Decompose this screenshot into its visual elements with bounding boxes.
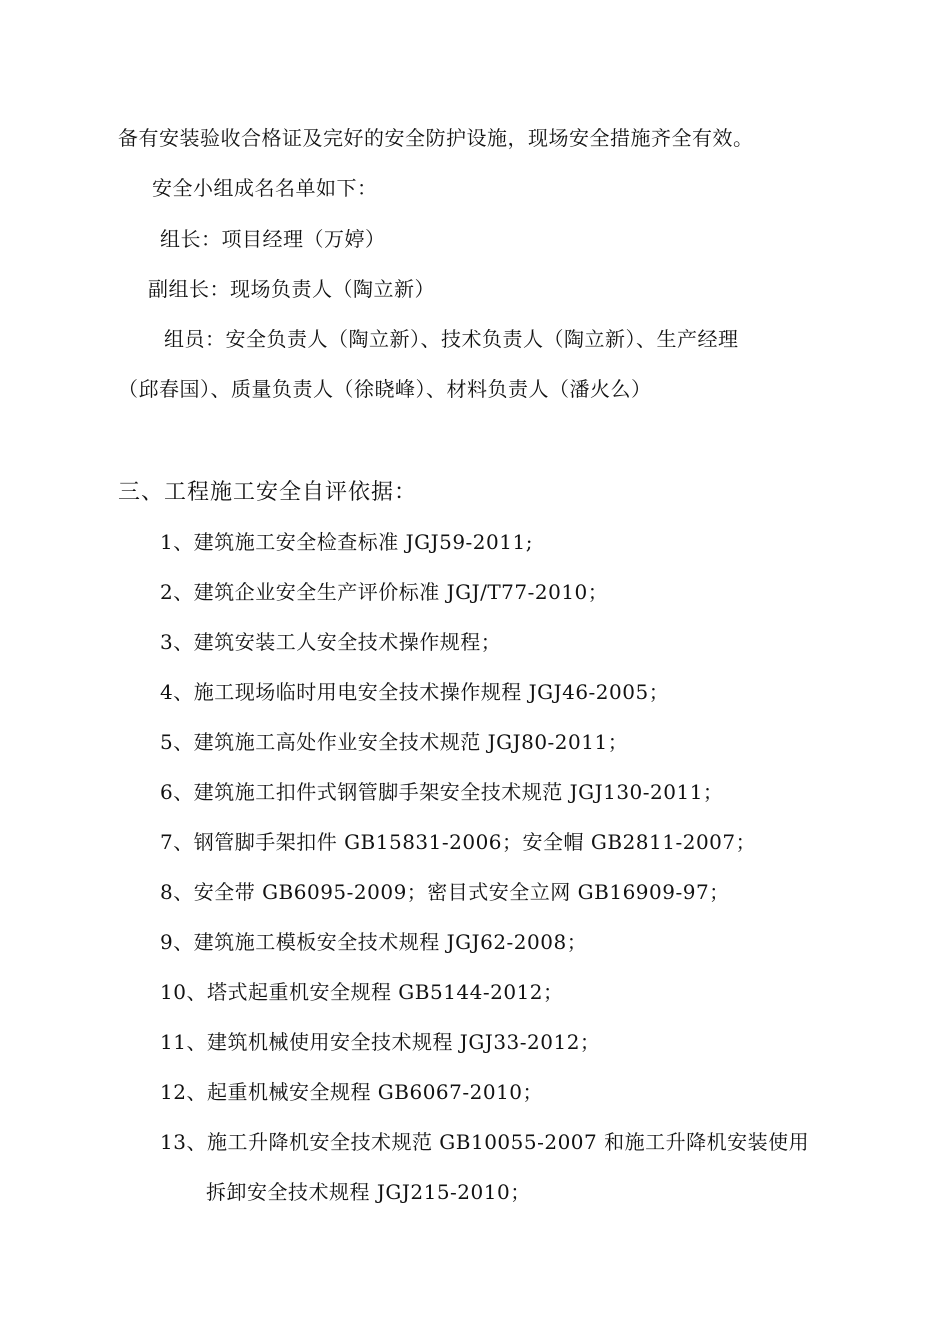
basis-list-item-continuation: 拆卸安全技术规程 JGJ215-2010； xyxy=(206,1180,531,1204)
basis-list-item: 12、起重机械安全规程 GB6067-2010； xyxy=(160,1080,544,1104)
basis-list-item: 7、钢管脚手架扣件 GB15831-2006；安全帽 GB2811-2007； xyxy=(160,830,757,854)
basis-list-item: 13、施工升降机安全技术规范 GB10055-2007 和施工升降机安装使用 xyxy=(160,1130,810,1154)
basis-list-item: 11、建筑机械使用安全技术规程 JGJ33-2012； xyxy=(160,1030,601,1054)
team-members-line-2: （邱春国）、质量负责人（徐晓峰）、材料负责人（潘火么） xyxy=(118,377,652,401)
team-leader-line: 组长：项目经理（万婷） xyxy=(160,227,386,251)
basis-list-item: 2、建筑企业安全生产评价标准 JGJ/T77-2010； xyxy=(160,580,609,604)
vice-leader-line: 副组长：现场负责人（陶立新） xyxy=(148,277,435,301)
basis-list-item: 10、塔式起重机安全规程 GB5144-2012； xyxy=(160,980,564,1004)
section-3-heading: 三、工程施工安全自评依据： xyxy=(118,480,418,505)
basis-list-item: 1、建筑施工安全检查标准 JGJ59-2011; xyxy=(160,530,533,554)
basis-list-item: 8、安全带 GB6095-2009；密目式安全立网 GB16909-97； xyxy=(160,880,730,904)
basis-list-item: 3、建筑安装工人安全技术操作规程； xyxy=(160,630,502,654)
basis-list-item: 5、建筑施工高处作业安全技术规范 JGJ80-2011； xyxy=(160,730,629,754)
safety-team-list-title: 安全小组成名名单如下： xyxy=(152,176,378,200)
basis-list-item: 6、建筑施工扣件式钢管脚手架安全技术规范 JGJ130-2011； xyxy=(160,780,724,804)
basis-list-item: 4、施工现场临时用电安全技术操作规程 JGJ46-2005； xyxy=(160,680,670,704)
basis-list-item: 9、建筑施工模板安全技术规程 JGJ62-2008； xyxy=(160,930,588,954)
intro-paragraph-line: 备有安装验收合格证及完好的安全防护设施，现场安全措施齐全有效。 xyxy=(118,126,754,150)
team-members-line-1: 组员：安全负责人（陶立新）、技术负责人（陶立新）、生产经理 xyxy=(164,327,739,351)
